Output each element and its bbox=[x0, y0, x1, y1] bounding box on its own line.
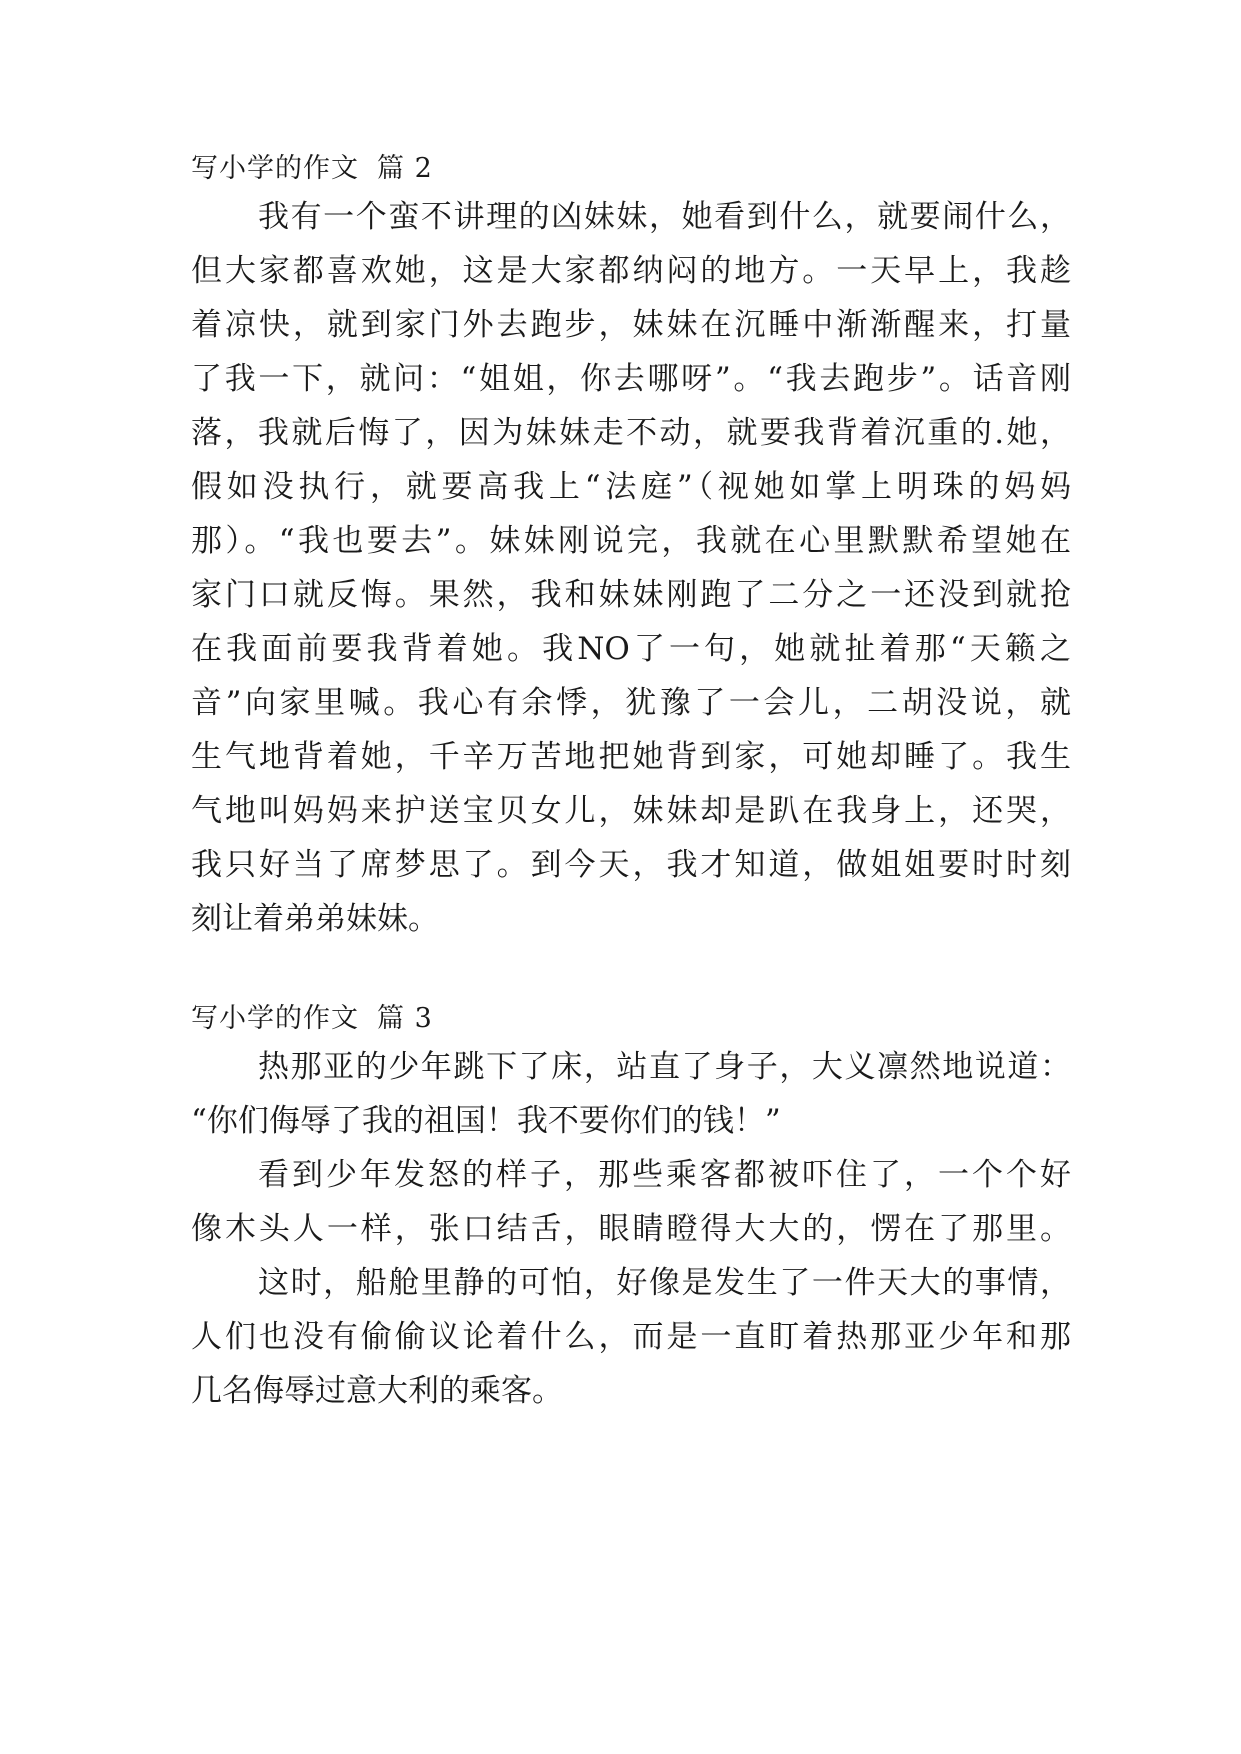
essay3-part: 篇 3 bbox=[377, 1003, 433, 1034]
essay2-line-4: 了我一下，就问：“姐姐，你去哪呀”。“我去跑步”。话音刚 bbox=[191, 361, 1071, 397]
essay2-line-3: 着凉快，就到家门外去跑步，妹妹在沉睡中渐渐醒来，打量 bbox=[191, 307, 1071, 343]
essay3-line-5: 这时，船舱里静的可怕，好像是发生了一件天大的事情， bbox=[258, 1265, 1071, 1301]
essay3-title: 写小学的作文 bbox=[191, 1003, 359, 1034]
essay2-line-10: 音”向家里喊。我心有余悸，犹豫了一会儿，二胡没说，就 bbox=[191, 685, 1071, 721]
essay2-line-11: 生气地背着她，千辛万苦地把她背到家，可她却睡了。我生 bbox=[191, 739, 1071, 775]
essay2-line-12: 气地叫妈妈来护送宝贝女儿，妹妹却是趴在我身上，还哭， bbox=[191, 793, 1071, 829]
essay3-line-7: 几名侮辱过意大利的乘客。 bbox=[191, 1373, 563, 1409]
essay2-line-14: 刻让着弟弟妹妹。 bbox=[191, 901, 439, 937]
essay3-line-6: 人们也没有偷偷议论着什么，而是一直盯着热那亚少年和那 bbox=[191, 1319, 1071, 1355]
essay2-title: 写小学的作文 bbox=[191, 153, 359, 184]
essay2-line-2: 但大家都喜欢她，这是大家都纳闷的地方。一天早上，我趁 bbox=[191, 253, 1071, 289]
essay2-line-13: 我只好当了席梦思了。到今天，我才知道，做姐姐要时时刻 bbox=[191, 847, 1071, 883]
essay2-line-7: 那）。“我也要去”。妹妹刚说完，我就在心里默默希望她在 bbox=[191, 523, 1071, 559]
essay2-line-1: 我有一个蛮不讲理的凶妹妹，她看到什么，就要闹什么， bbox=[258, 199, 1071, 235]
essay2-line-6: 假如没执行，就要高我上“法庭”（视她如掌上明珠的妈妈 bbox=[191, 469, 1071, 505]
essay2-part: 篇 2 bbox=[377, 153, 433, 184]
essay2-line-9: 在我面前要我背着她。我NO了一句，她就扯着那“天籁之 bbox=[191, 631, 1071, 667]
essay2-line-5: 落，我就后悔了，因为妹妹走不动，就要我背着沉重的.她， bbox=[191, 415, 1071, 451]
essay3-line-1: 热那亚的少年跳下了床，站直了身子，大义凛然地说道： bbox=[258, 1049, 1071, 1085]
essay3-line-4: 像木头人一样，张口结舌，眼睛瞪得大大的，愣在了那里。 bbox=[191, 1211, 1071, 1247]
essay2-line-8: 家门口就反悔。果然，我和妹妹刚跑了二分之一还没到就抢 bbox=[191, 577, 1071, 613]
essay3-line-2: “你们侮辱了我的祖国！我不要你们的钱！” bbox=[191, 1103, 781, 1139]
essay2-heading bbox=[191, 152, 433, 186]
essay3-line-3: 看到少年发怒的样子，那些乘客都被吓住了，一个个好 bbox=[258, 1157, 1071, 1193]
essay3-heading bbox=[191, 1002, 433, 1036]
